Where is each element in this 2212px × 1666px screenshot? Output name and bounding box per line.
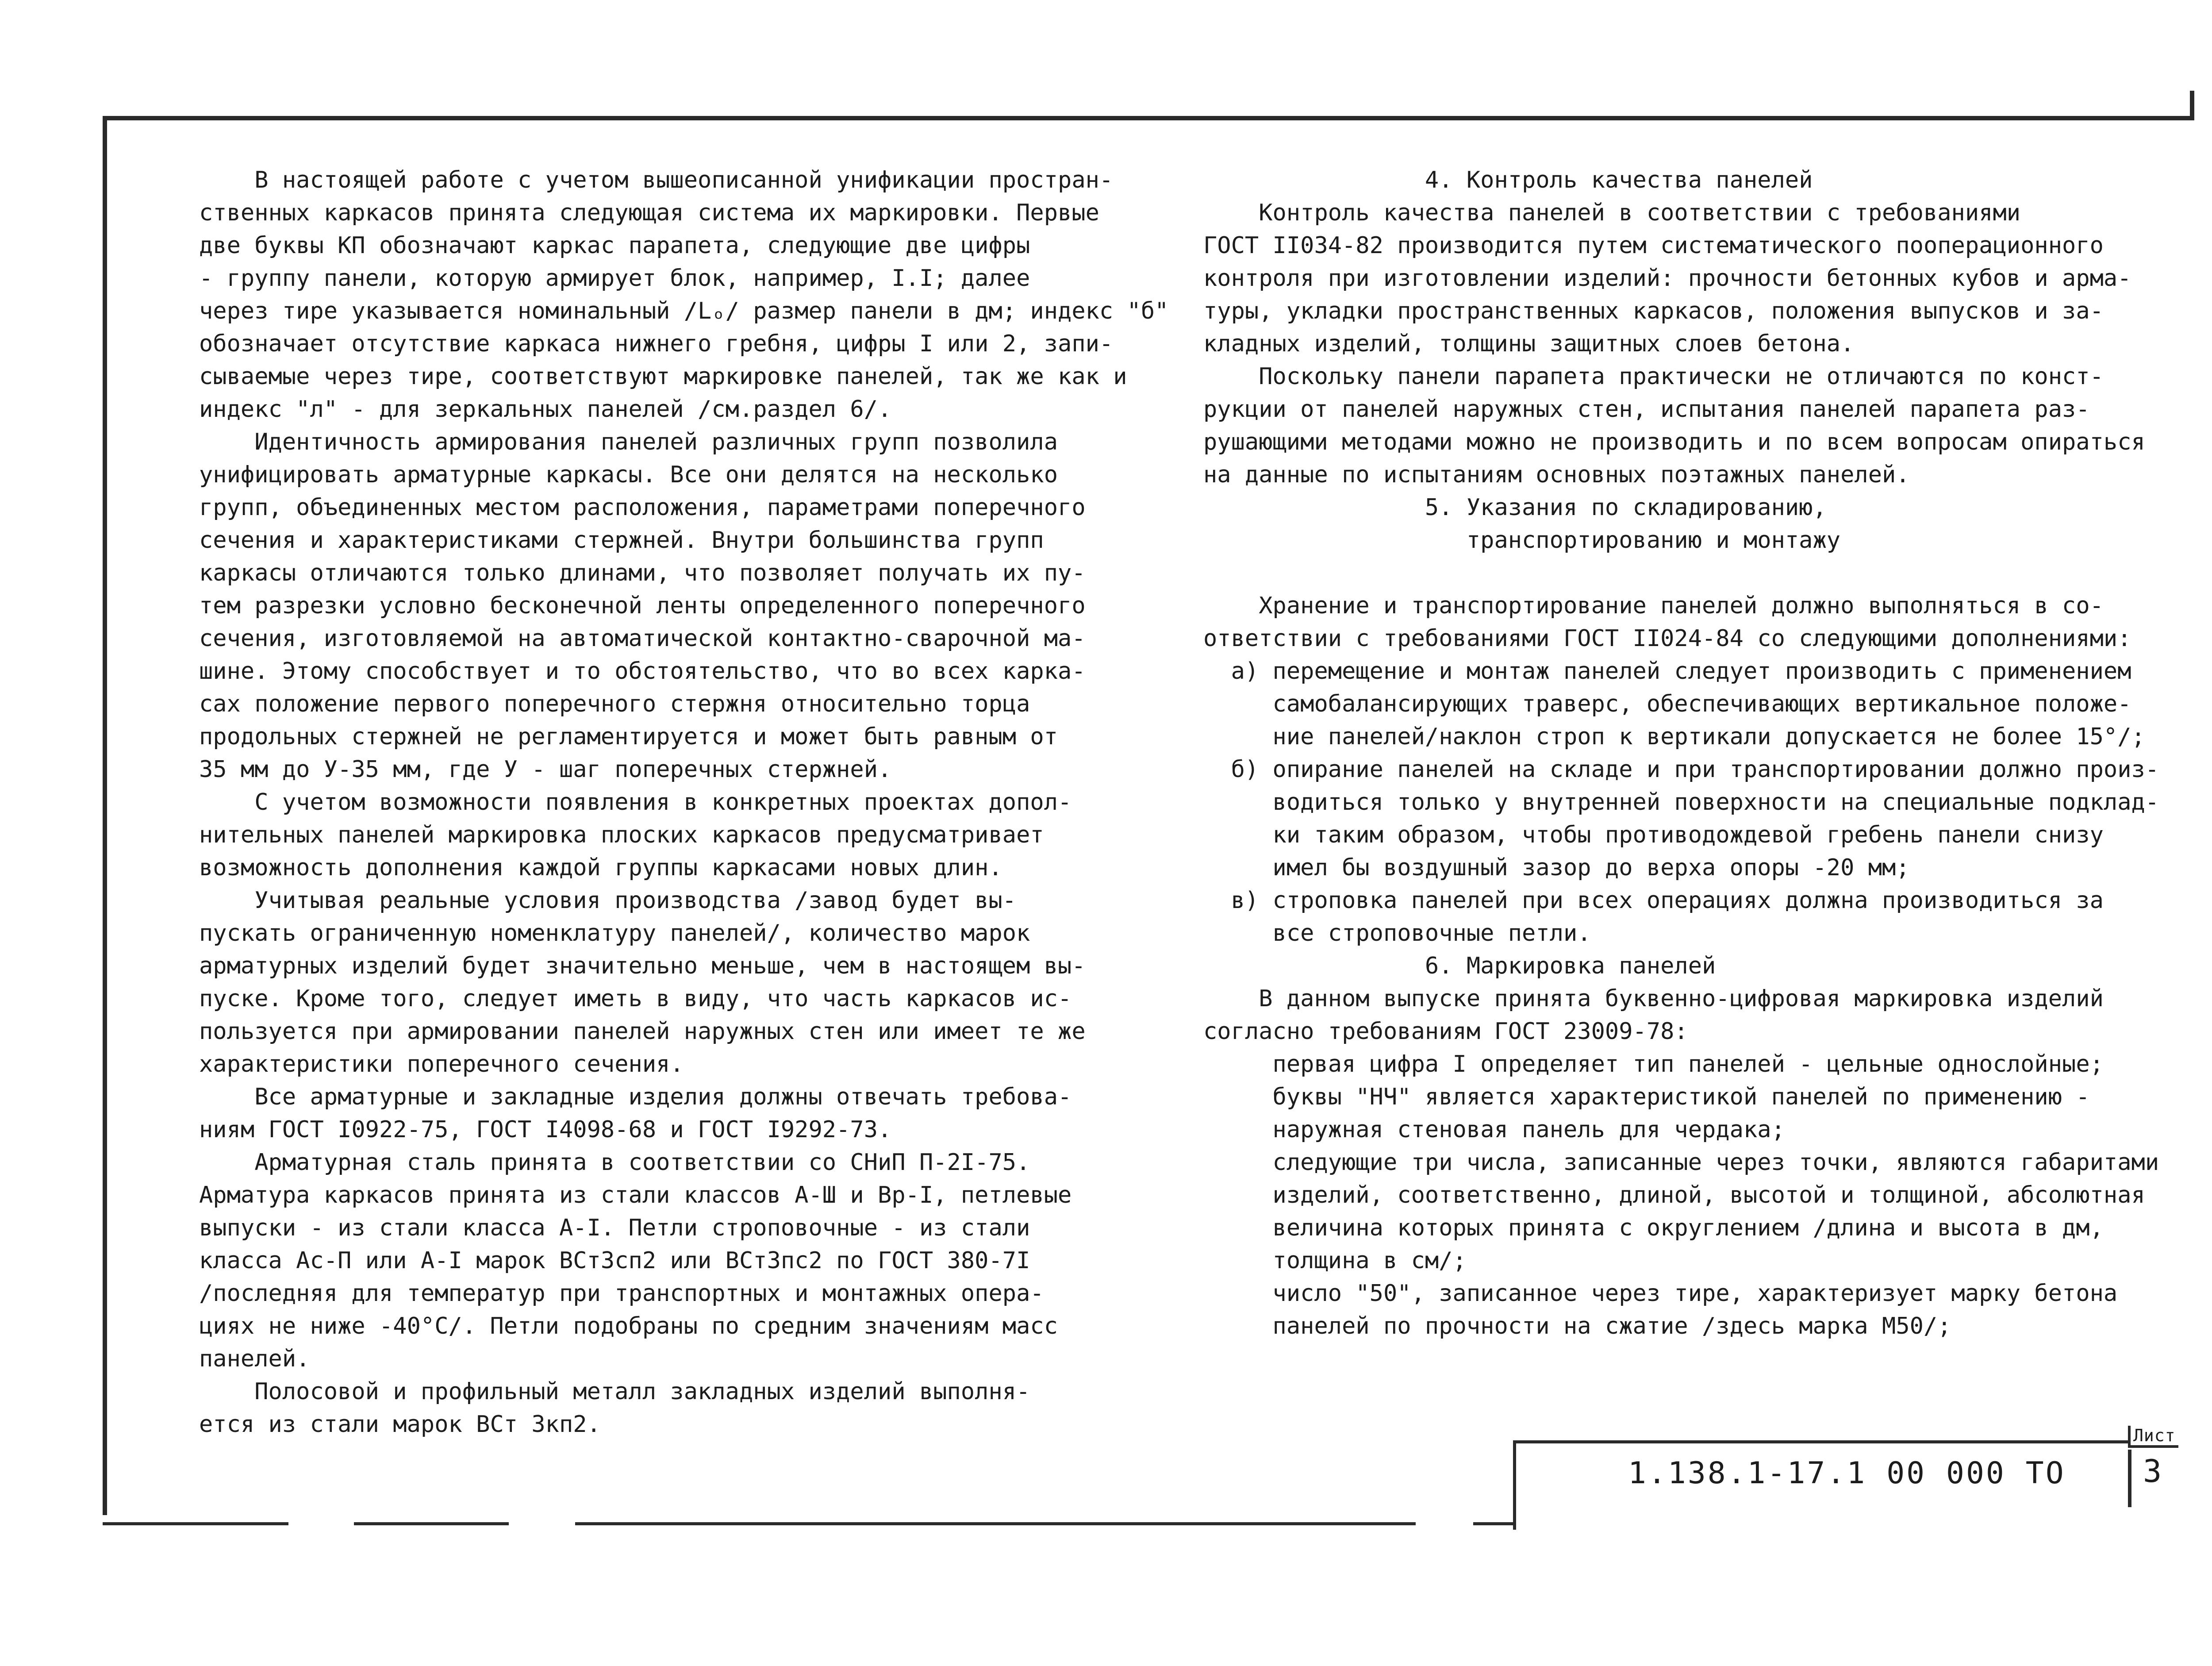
left-text-line: Полосовой и профильный металл закладных изделий выполня- bbox=[199, 1378, 1030, 1405]
left-text-line: пользуется при армировании панелей наружных стен или имеет те же bbox=[199, 1018, 1086, 1045]
right-text-line: согласно требованиям ГОСТ 23009-78: bbox=[1203, 1018, 1688, 1045]
frame-bottom-segment bbox=[575, 1522, 1416, 1525]
right-text-line: на данные по испытаниям основных поэтажных панелей. bbox=[1203, 462, 1910, 488]
right-text-column bbox=[1203, 164, 2194, 1343]
right-text-line: все строповочные петли. bbox=[1203, 920, 1591, 947]
left-text-line: пуске. Кроме того, следует иметь в виду, что часть каркасов ис- bbox=[199, 985, 1072, 1012]
right-text-line: число "50", записанное через тире, характеризует марку бетона bbox=[1203, 1280, 2118, 1307]
right-text-line: 4. Контроль качества панелей bbox=[1203, 167, 1813, 193]
left-text-line: сечения и характеристиками стержней. Внутри большинства групп bbox=[199, 527, 1044, 554]
sheet-number-box bbox=[2128, 1426, 2185, 1510]
right-text-line: рушающими методами можно не производить и по всем вопросам опираться bbox=[1203, 429, 2145, 455]
right-text-line: туры, укладки пространственных каркасов, положения выпусков и за- bbox=[1203, 298, 2104, 324]
sheet-label: Лист bbox=[2128, 1426, 2178, 1448]
frame-bottom-segment bbox=[354, 1522, 509, 1525]
right-text-line: наружная стеновая панель для чердака; bbox=[1203, 1116, 1785, 1143]
right-text-line: В данном выпуске принята буквенно-цифровая маркировка изделий bbox=[1203, 985, 2104, 1012]
left-text-line: - группу панели, которую армирует блок, например, I.I; далее bbox=[199, 265, 1030, 292]
left-text-line: две буквы КП обозначают каркас парапета, следующие две цифры bbox=[199, 232, 1030, 259]
right-text-line: ответствии с требованиями ГОСТ II024-84 со следующими дополнениями: bbox=[1203, 625, 2131, 652]
left-text-line: класса Ас-П или А-I марок ВСт3сп2 или ВСт3пс2 по ГОСТ 380-7I bbox=[199, 1247, 1030, 1274]
left-text-line: Все арматурные и закладные изделия должны отвечать требова- bbox=[199, 1084, 1072, 1110]
left-text-line: обозначает отсутствие каркаса нижнего гребня, цифры I или 2, запи- bbox=[199, 331, 1114, 357]
right-text-line: б) опирание панелей на складе и при транспортировании должно произ- bbox=[1203, 756, 2159, 783]
left-text-line: унифицировать арматурные каркасы. Все они делятся на несколько bbox=[199, 462, 1058, 488]
left-text-line: каркасы отличаются только длинами, что позволяет получать их пу- bbox=[199, 560, 1086, 586]
right-text-line: водиться только у внутренней поверхности на специальные подклад- bbox=[1203, 789, 2159, 816]
right-text-line: ГОСТ II034-82 производится путем систематического пооперационного bbox=[1203, 232, 2104, 259]
right-text-line: рукции от панелей наружных стен, испытания панелей парапета раз- bbox=[1203, 396, 2090, 423]
right-text-line: в) строповка панелей при всех операциях должна производиться за bbox=[1203, 887, 2104, 914]
right-text-line bbox=[1203, 557, 2194, 589]
left-text-line: ниям ГОСТ I0922-75, ГОСТ I4098-68 и ГОСТ I9292-73. bbox=[199, 1116, 892, 1143]
left-text-line: ется из стали марок ВСт 3кп2. bbox=[199, 1411, 601, 1438]
right-text-line: величина которых принята с округлением /длина и высота в дм, bbox=[1203, 1215, 2104, 1241]
left-text-line: индекс "л" - для зеркальных панелей /см.раздел 6/. bbox=[199, 396, 892, 423]
left-text-line: сах положение первого поперечного стержня относительно торца bbox=[199, 691, 1030, 717]
right-text-line: буквы "НЧ" является характеристикой панелей по применению - bbox=[1203, 1084, 2090, 1110]
frame-bottom-segment bbox=[1473, 1522, 1513, 1525]
left-text-line: характеристики поперечного сечения. bbox=[199, 1051, 684, 1077]
right-text-line: ки таким образом, чтобы противодождевой гребень панели снизу bbox=[1203, 822, 2104, 848]
sheet-number: 3 bbox=[2143, 1453, 2162, 1489]
right-text-line: самобалансирующих траверс, обеспечивающих вертикальное положе- bbox=[1203, 691, 2131, 717]
left-text-line: пускать ограниченную номенклатуру панелей/, количество марок bbox=[199, 920, 1030, 947]
left-text-line: панелей. bbox=[199, 1346, 310, 1372]
left-text-line: Арматура каркасов принята из стали классов А-Ш и Вр-I, петлевые bbox=[199, 1182, 1072, 1208]
right-text-line: имел бы воздушный зазор до верха опоры -20 мм; bbox=[1203, 854, 1910, 881]
left-text-line: возможность дополнения каждой группы каркасами новых длин. bbox=[199, 854, 1002, 881]
right-text-line: 5. Указания по складированию, bbox=[1203, 494, 1827, 521]
right-text-line: транспортированию и монтажу bbox=[1203, 527, 1841, 554]
left-text-line: через тире указывается номинальный /Lₒ/ размер панели в дм; индекс "б" bbox=[199, 298, 1169, 324]
left-text-line: шине. Этому способствует и то обстоятельство, что во всех карка- bbox=[199, 658, 1086, 685]
left-text-line: В настоящей работе с учетом вышеописанной унификации простран- bbox=[199, 167, 1114, 193]
left-text-line: 35 мм до У-35 мм, где У - шаг поперечных стержней. bbox=[199, 756, 892, 783]
right-text-line: 6. Маркировка панелей bbox=[1203, 953, 1716, 979]
left-text-line: групп, объединенных местом расположения, параметрами поперечного bbox=[199, 494, 1086, 521]
right-text-line: первая цифра I определяет тип панелей - цельные однослойные; bbox=[1203, 1051, 2104, 1077]
left-text-line: Учитывая реальные условия производства /завод будет вы- bbox=[199, 887, 1017, 914]
left-text-line: выпуски - из стали класса А-I. Петли строповочные - из стали bbox=[199, 1215, 1030, 1241]
right-text-line: а) перемещение и монтаж панелей следует производить с применением bbox=[1203, 658, 2131, 685]
sheet-box-rule bbox=[2128, 1450, 2131, 1507]
frame-right-tick bbox=[2190, 91, 2194, 118]
frame-left-border bbox=[103, 116, 107, 1515]
left-text-line: Идентичность армирования панелей различных групп позволила bbox=[199, 429, 1058, 455]
left-text-line: С учетом возможности появления в конкретных проектах допол- bbox=[199, 789, 1072, 816]
left-text-column bbox=[199, 164, 1169, 1441]
right-text-line: изделий, соответственно, длиной, высотой и толщиной, абсолютная bbox=[1203, 1182, 2145, 1208]
left-text-line: тем разрезки условно бесконечной ленты определенного поперечного bbox=[199, 593, 1086, 619]
left-text-line: сечения, изготовляемой на автоматической контактно-сварочной ма- bbox=[199, 625, 1086, 652]
right-text-line: ние панелей/наклон строп к вертикали допускается не более 15°/; bbox=[1203, 723, 2145, 750]
right-text-line: панелей по прочности на сжатие /здесь марка М50/; bbox=[1203, 1313, 1951, 1339]
left-text-line: нительных панелей маркировка плоских каркасов предусматривает bbox=[199, 822, 1044, 848]
frame-bottom-segment bbox=[103, 1522, 288, 1525]
right-text-line: Хранение и транспортирование панелей должно выполняться в со- bbox=[1203, 593, 2104, 619]
right-text-line: следующие три числа, записанные через точки, являются габаритами bbox=[1203, 1149, 2159, 1176]
left-text-line: ственных каркасов принята следующая система их маркировки. Первые bbox=[199, 200, 1099, 226]
right-text-line: толщина в см/; bbox=[1203, 1247, 1467, 1274]
left-text-line: циях не ниже -40°С/. Петли подобраны по средним значениям масс bbox=[199, 1313, 1058, 1339]
left-text-line: арматурных изделий будет значительно меньше, чем в настоящем вы- bbox=[199, 953, 1086, 979]
right-text-line: Контроль качества панелей в соответствии с требованиями bbox=[1203, 200, 2021, 226]
right-text-line: Поскольку панели парапета практически не отличаются по конст- bbox=[1203, 363, 2104, 390]
left-text-line: продольных стержней не регламентируется и может быть равным от bbox=[199, 723, 1058, 750]
left-text-line: Арматурная сталь принята в соответствии со СНиП П-2I-75. bbox=[199, 1149, 1030, 1176]
left-text-line: /последняя для температур при транспортных и монтажных опера- bbox=[199, 1280, 1044, 1307]
right-text-line: контроля при изготовлении изделий: прочности бетонных кубов и арма- bbox=[1203, 265, 2131, 292]
frame-top-border bbox=[103, 116, 2194, 120]
left-text-line: сываемые через тире, соответствуют маркировке панелей, так же как и bbox=[199, 363, 1127, 390]
document-code: 1.138.1-17.1 00 000 ТО bbox=[1628, 1456, 2066, 1491]
right-text-line: кладных изделий, толщины защитных слоев бетона. bbox=[1203, 331, 1855, 357]
